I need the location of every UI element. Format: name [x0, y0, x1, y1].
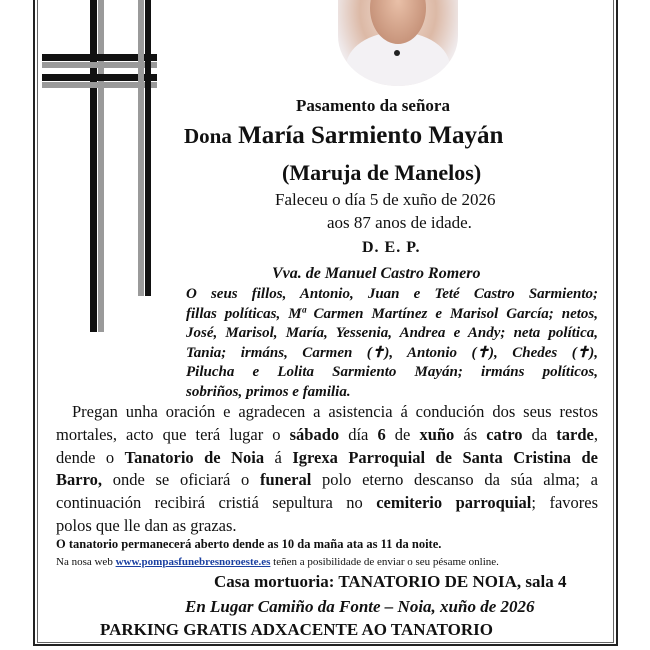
- family-line: fillas políticas, Mª Carmen Martínez e Marisol García; netos,: [186, 305, 598, 322]
- age: aos 87 anos de idade.: [327, 213, 472, 232]
- family-line: Tania; irmáns, Carmen (✝), Antonio (✝), Chedes (✝),: [186, 344, 598, 361]
- death-date: Faleceu o día 5 de xuño de 2026: [275, 190, 496, 209]
- ceremony-line: dende o Tanatorio de Noia á Igrexa Parroquial de Santa Cristina de: [56, 447, 598, 467]
- ceremony-line: mortales, acto que terá lugar o sábado día 6 de xuño ás catro da tarde,: [56, 424, 598, 444]
- website-link[interactable]: www.pompasfunebresnoroeste.es: [115, 556, 271, 568]
- family-line: O seus fillos, Antonio, Juan e Teté Castro Sarmiento;: [186, 286, 598, 302]
- place-date: En Lugar Camiño da Fonte – Noia, xuño de 2026: [185, 597, 535, 616]
- family-line: Pilucha e Lolita Sarmiento Mayán; irmáns políticos,: [186, 364, 598, 381]
- name: María Sarmiento Mayán: [238, 122, 504, 149]
- ceremony-text: [56, 401, 598, 538]
- deceased-photo: [338, 0, 458, 86]
- subtitle: Pasamento da señora: [296, 96, 450, 115]
- honorific: Dona: [184, 124, 232, 148]
- parking-note: PARKING GRATIS ADXACENTE AO TANATORIO: [100, 620, 493, 639]
- deceased-name: [184, 122, 503, 150]
- web-suffix: teñen a posibilidade de enviar o seu pésame online.: [270, 556, 499, 568]
- cross-icon: [42, 0, 162, 340]
- dep: D. E. P.: [362, 239, 421, 256]
- family-line: José, Marisol, María, Yessenia, Andrea e Andy; neta política,: [186, 325, 598, 342]
- ceremony-line: polos que lle dan as grazas.: [56, 515, 237, 535]
- nickname: (Maruja de Manelos): [282, 160, 482, 185]
- widow-of: Vva. de Manuel Castro Romero: [272, 265, 481, 282]
- tanatorio-hours: O tanatorio permanecerá aberto dende as 10 da maña ata as 11 da noite.: [56, 537, 442, 551]
- ceremony-line: Barro, onde se oficiará o funeral polo eterno descanso da súa alma; a: [56, 470, 598, 490]
- mortuary-house: Casa mortuoria: TANATORIO DE NOIA, sala 4: [214, 572, 567, 591]
- web-note: [56, 556, 499, 568]
- ceremony-line: Pregan unha oración e agradecen a asistencia á condución dos seus restos: [72, 402, 598, 421]
- family-list: [186, 285, 598, 403]
- ceremony-line: continuación recibirá cristiá sepultura no cemiterio parroquial; favores: [56, 493, 599, 513]
- family-line: sobriños, primos e familia.: [186, 383, 351, 400]
- web-prefix: Na nosa web: [56, 556, 116, 568]
